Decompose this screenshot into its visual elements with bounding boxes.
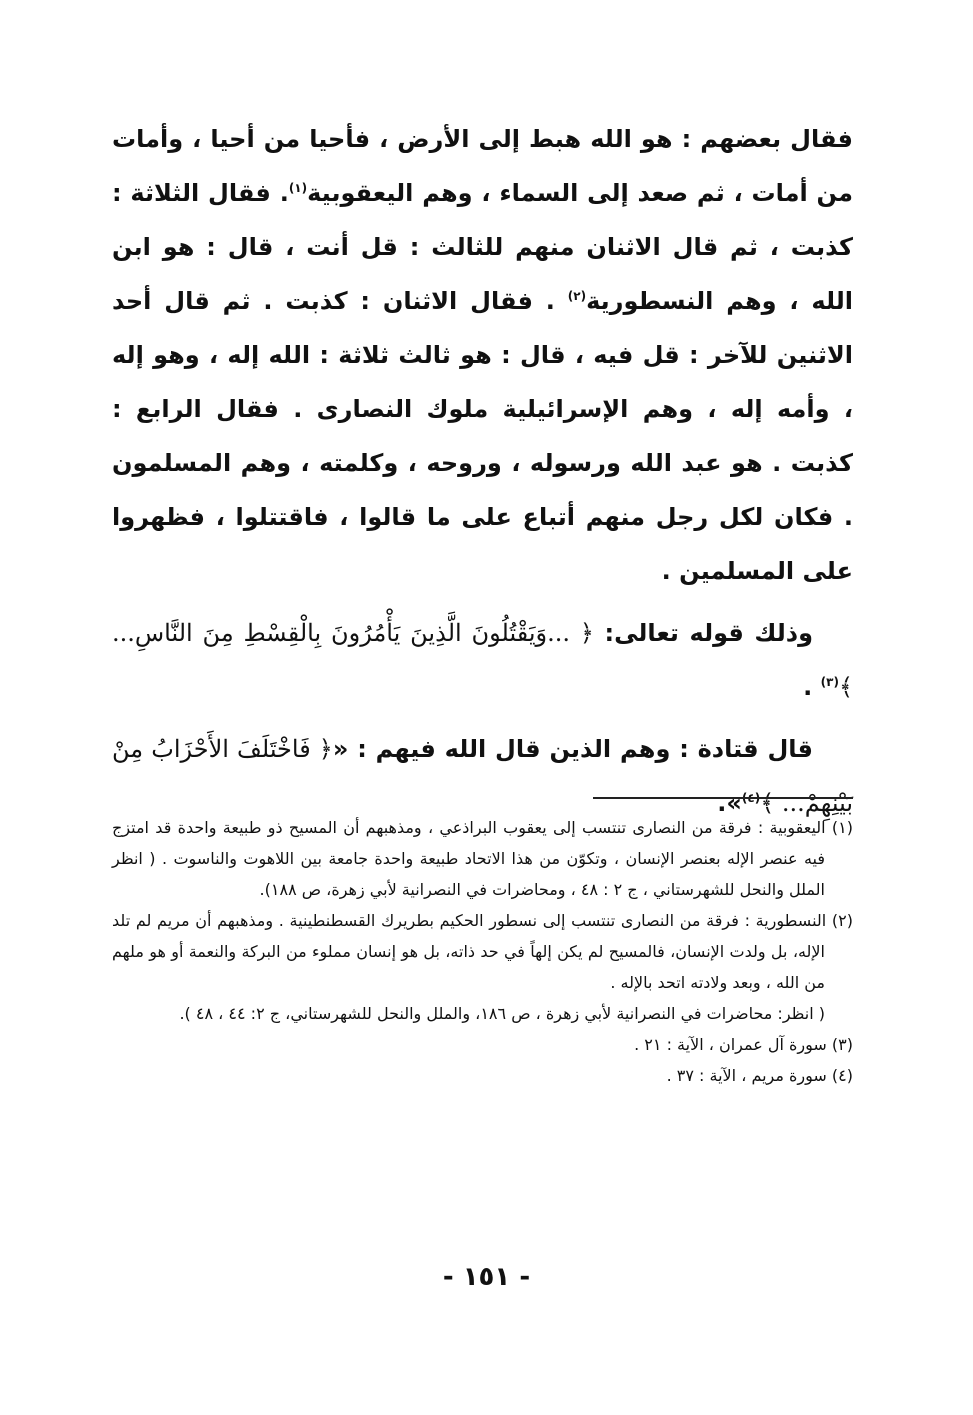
quran-verse-2: ﴿ فَاخْتَلَفَ الأَحْزَابُ مِنْ بَيْنِهِمْ... ﴾ [112, 735, 853, 817]
footnote-4: (٤) سورة مريم ، الآية : ٣٧ . [666, 1066, 853, 1085]
paragraph-1 [112, 112, 853, 598]
paragraph-2 [112, 606, 853, 714]
footnote-ref-4: (٤) [741, 791, 761, 805]
footnote-3: (٣) سورة آل عمران ، الآية : ٢١ . [634, 1035, 853, 1054]
page-number: - ١٥١ - [442, 1262, 531, 1292]
footnote-ref-1: (١) [288, 181, 308, 195]
open-quote: « [332, 735, 349, 763]
paragraph-1-part-a: فقال بعضهم : هو الله هبط إلى الأرض ، فأحيا من أحيا ، وأمات من أمات ، ثم صعد إلى السماء ، وهم اليعقوبية [112, 125, 853, 207]
main-text [112, 112, 853, 830]
paragraph-2-intro: وذلك قوله تعالى: [593, 619, 814, 647]
footnote-2 [112, 905, 853, 1029]
footnotes [112, 812, 853, 1091]
footnote-1: (١) اليعقوبية : فرقة من النصارى تنتسب إلى يعقوب البراذعي ، ومذهبهم أن المسيح ذو طبيعة واحدة قد امتزج فيه عنصر الإله بعنصر الإنسان ، وتكوّن من هذا الاتحاد طبيعة واحدة جامعة بين اللاهوت والناسوت . ( انظر الملل والنحل للشهرستاني ، ج ٢ : ٤٨ ، ومحاضرات في النصرانية لأبي زهرة، ص ١٨٨). [112, 818, 853, 899]
footnote-ref-3: (٣) [820, 675, 839, 689]
paragraph-3-end: ». [717, 789, 742, 817]
quran-verse-1: ﴿ ...وَيَقْتُلُونَ الَّذِينَ يَأْمُرُونَ بِالْقِسْطِ مِنَ النَّاسِ... ﴾ [112, 619, 853, 701]
paragraph-3-intro: قال قتادة : وهم الذين قال الله فيهم : [348, 735, 814, 763]
paragraph-1-part-c: . فقال الاثنان : كذبت . ثم قال أحد الاثنين للآخر : قل فيه ، قال : هو ثالث ثلاثة : الله إله ، وهو إله ، وأمه إله ، وهم الإسرائيلية ملوك النصارى . فقال الرابع : كذبت . هو عبد الله ورسوله ، وروحه ، وكلمته ، وهم المسلمون . فكان لكل رجل منهم أتباع على ما قالوا ، فاقتتلوا ، فظهروا على المسلمين . [112, 287, 853, 585]
paragraph-1-part-b: . فقال الثلاثة : كذبت ، ثم قال الاثنان منهم للثالث : قل أنت ، قال : هو ابن الله ، وهم النسطورية [112, 179, 853, 315]
footnote-2-text: (٢) النسطورية : فرقة من النصارى تنتسب إلى نسطور الحكيم بطريرك القسطنطينية . ومذهبهم أن مريم لم تلد الإله، بل ولدت الإنسان، فالمسيح لم يكن إلهاً في حد ذاته، بل هو إنسان مملوء من البركة والنعمة أو هو ملهم من الله ، وبعد ولادته اتحد بالإله . [112, 911, 853, 992]
paragraph-2-end: . [803, 673, 821, 701]
footnote-divider [593, 797, 853, 799]
footnote-ref-2: (٢) [567, 289, 587, 303]
footnote-2-reference: ( انظر: محاضرات في النصرانية لأبي زهرة ، ص ١٨٦، والملل والنحل للشهرستاني، ج ٢: ٤٤ ، ٤٨ ). [179, 1004, 825, 1023]
